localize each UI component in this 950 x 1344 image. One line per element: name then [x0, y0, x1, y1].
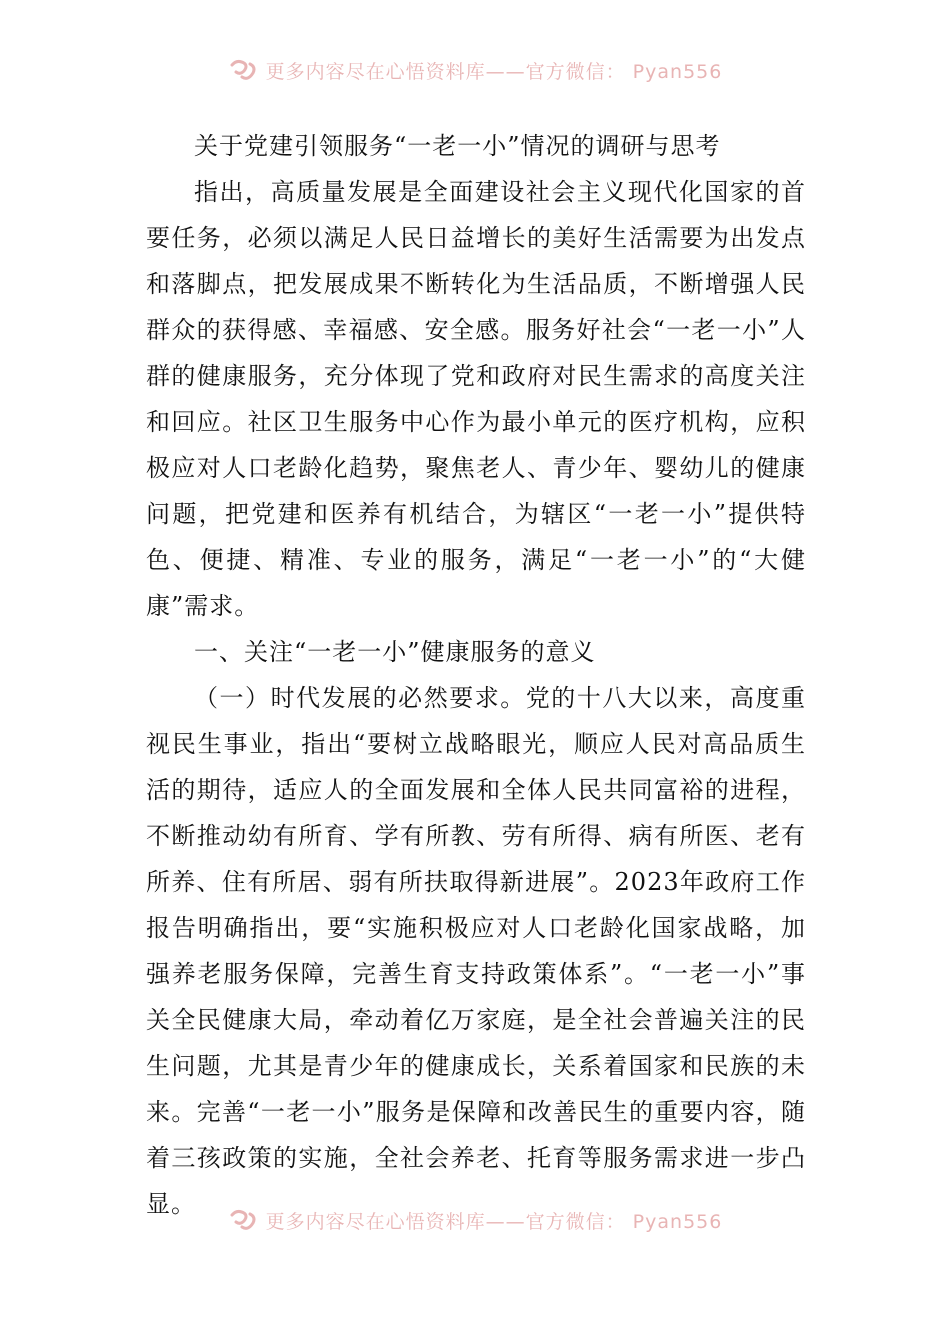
watermark-text: 更多内容尽在心悟资料库——官方微信： Pyan556	[265, 1210, 723, 1233]
watermark-text: 更多内容尽在心悟资料库——官方微信： Pyan556	[265, 60, 723, 83]
section-1-paragraph: （一）时代发展的必然要求。党的十八大以来，高度重视民生事业，指出“要树立战略眼光，顺应人民对高品质生活的期待，适应人的全面发展和全体人民共同富裕的进程，不断推动幼有所育、学有所教、劳有所得、病有所医、老有所养、住有所居、弱有所扶取得新进展”。2023年政府工作报告明确指出，要“实施积极应对人口老龄化国家战略，加强养老服务保障，完善生育支持政策体系”。“一老一小”事关全民健康大局，牵动着亿万家庭，是全社会普遍关注的民生问题，尤其是青少年的健康成长，关系着国家和民族的未来。完善“一老一小”服务是保障和改善民生的重要内容，随着三孩政策的实施，全社会养老、托育等服务需求进一步凸显。	[146, 684, 806, 1218]
brand-logo-icon	[228, 55, 258, 85]
watermark-top	[0, 52, 950, 88]
section-heading-1: 一、关注“一老一小”健康服务的意义	[194, 638, 596, 666]
document-title: 关于党建引领服务“一老一小”情况的调研与思考	[194, 132, 721, 160]
document-body	[146, 123, 806, 1227]
intro-paragraph: 指出，高质量发展是全面建设社会主义现代化国家的首要任务，必须以满足人民日益增长的美好生活需要为出发点和落脚点，把发展成果不断转化为生活品质，不断增强人民群众的获得感、幸福感、安全感。服务好社会“一老一小”人群的健康服务，充分体现了党和政府对民生需求的高度关注和回应。社区卫生服务中心作为最小单元的医疗机构，应积极应对人口老龄化趋势，聚焦老人、青少年、婴幼儿的健康问题，把党建和医养有机结合，为辖区“一老一小”提供特色、便捷、精准、专业的服务，满足“一老一小”的“大健康”需求。	[146, 178, 806, 620]
watermark-bottom	[0, 1202, 950, 1238]
brand-logo-icon	[228, 1205, 258, 1235]
